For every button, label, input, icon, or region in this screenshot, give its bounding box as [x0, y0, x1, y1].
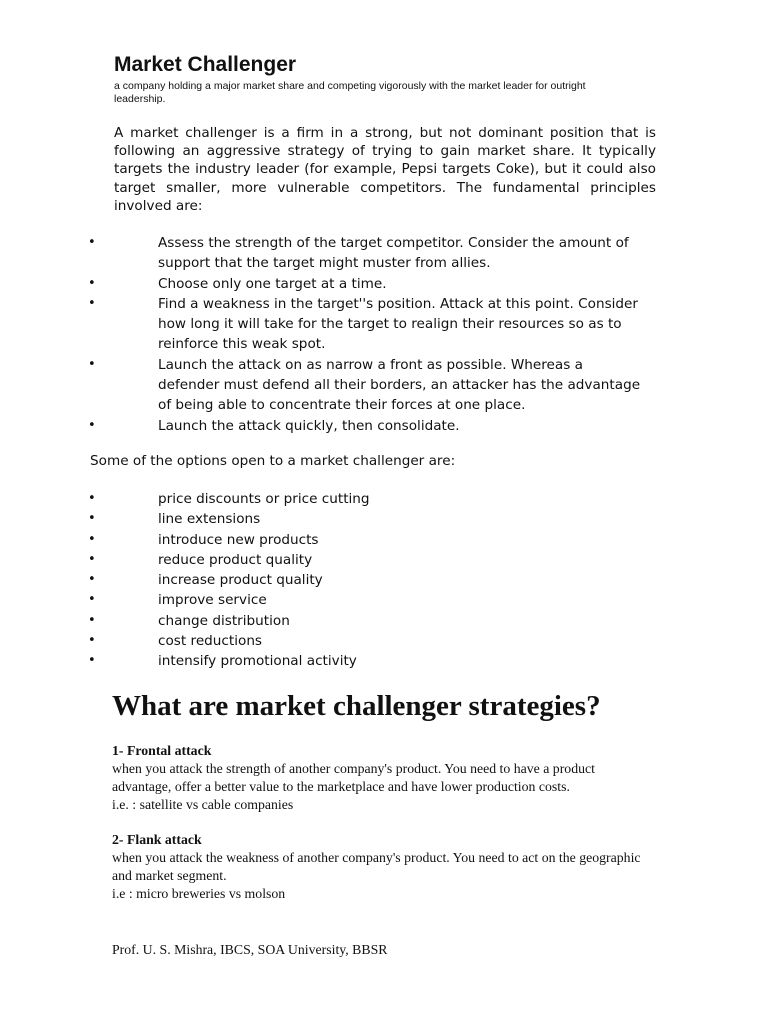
bullet-icon: • — [88, 235, 96, 250]
list-item — [88, 590, 648, 610]
bullet-icon: • — [88, 551, 96, 567]
principles-list — [88, 233, 648, 436]
bullet-icon: • — [88, 633, 96, 649]
list-item — [88, 294, 648, 355]
list-item — [88, 631, 648, 651]
bullet-icon: • — [88, 653, 96, 669]
list-item — [88, 509, 648, 529]
list-item-text: change distribution — [158, 612, 290, 629]
page-footer: Prof. U. S. Mishra, IBCS, SOA University, BBSR — [112, 942, 388, 957]
list-item-text: Launch the attack quickly, then consolidate. — [158, 417, 460, 434]
options-intro: Some of the options open to a market challenger are: — [90, 453, 456, 469]
bullet-icon: • — [88, 417, 96, 433]
list-item-text: reduce product quality — [158, 551, 313, 568]
list-item-text: cost reductions — [158, 633, 263, 650]
list-item-text: improve service — [158, 592, 267, 609]
list-item-text: Launch the attack on as narrow a front as possible. Whereas a defender must defend all their borders, an attacker has the advantage of being able to concentrate their forces at one place. — [158, 356, 641, 414]
list-item — [88, 530, 648, 550]
bullet-icon: • — [88, 275, 96, 291]
bullet-icon: • — [88, 295, 96, 311]
list-item — [88, 550, 648, 570]
list-item-text: Choose only one target at a time. — [158, 275, 387, 292]
strategy-example: i.e : micro breweries vs molson — [112, 886, 286, 901]
strategy-description: when you attack the strength of another company's product. You need to have a product advantage, offer a better value to the marketplace and have lower production costs. — [112, 761, 595, 794]
strategy-frontal-attack — [112, 742, 652, 814]
bullet-icon: • — [88, 612, 96, 628]
strategy-description: when you attack the weakness of another company's product. You need to act on the geographic and market segment. — [112, 850, 641, 883]
bullet-icon: • — [88, 356, 96, 372]
list-item — [88, 570, 648, 590]
document-subtitle: a company holding a major market share and competing vigorously with the market leader for outright leadership. — [114, 80, 586, 105]
document-title: Market Challenger — [114, 53, 297, 76]
list-item-text: intensify promotional activity — [158, 653, 357, 670]
list-item — [88, 611, 648, 631]
list-item — [88, 274, 648, 294]
list-item — [88, 416, 648, 436]
list-item-text: Find a weakness in the target''s position. Attack at this point. Consider how long it will take for the target to realign their resources so as to reinforce this weak spot. — [158, 295, 639, 353]
bullet-icon: • — [88, 572, 96, 588]
list-item-text: price discounts or price cutting — [158, 491, 370, 507]
bullet-icon: • — [88, 531, 96, 547]
intro-paragraph: A market challenger is a firm in a strong, but not dominant position that is following an aggressive strategy of trying to gain market share. It typically targets the industry leader (for example, Pepsi targets Coke), but it could also target smaller, more vulnerable competitors. The fundamental principles involved are: — [114, 125, 656, 214]
list-item-text: increase product quality — [158, 572, 323, 589]
list-item — [88, 651, 648, 671]
bullet-icon: • — [88, 511, 96, 527]
strategy-flank-attack — [112, 831, 652, 903]
bullet-icon: • — [88, 491, 96, 506]
list-item-text: line extensions — [158, 511, 261, 528]
list-item-text: introduce new products — [158, 531, 319, 548]
strategy-title: 1- Frontal attack — [112, 743, 212, 758]
strategy-example: i.e. : satellite vs cable companies — [112, 797, 294, 812]
list-item — [88, 355, 648, 416]
strategy-title: 2- Flank attack — [112, 832, 202, 847]
list-item — [88, 489, 648, 509]
bullet-icon: • — [88, 592, 96, 608]
list-item-text: Assess the strength of the target competitor. Consider the amount of support that the target might muster from allies. — [158, 235, 629, 272]
strategies-heading: What are market challenger strategies? — [112, 690, 601, 722]
options-list — [88, 489, 648, 672]
list-item — [88, 233, 648, 274]
